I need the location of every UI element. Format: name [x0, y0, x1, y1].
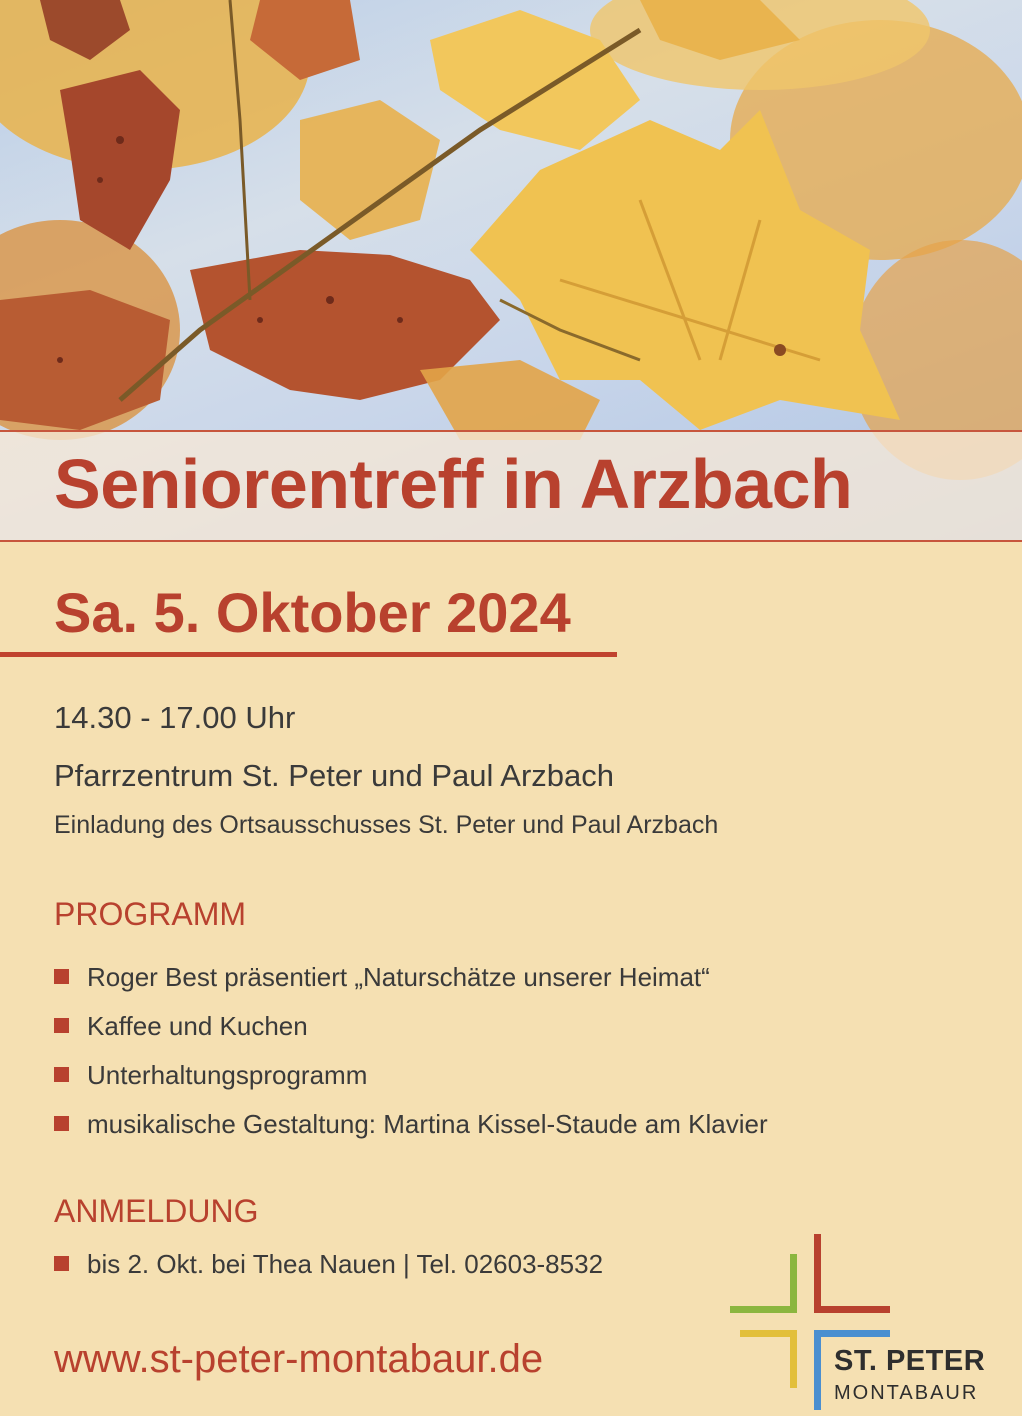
event-time: 14.30 - 17.00 Uhr	[54, 700, 296, 735]
bullet-square-icon	[54, 1067, 69, 1082]
logo-cross-red-horizontal	[814, 1306, 890, 1313]
logo-cross-green-horizontal	[730, 1306, 797, 1313]
event-date: Sa. 5. Oktober 2024	[54, 581, 571, 644]
logo-cross-blue-vertical	[814, 1330, 821, 1410]
bullet-square-icon	[54, 1018, 69, 1033]
website-link[interactable]: www.st-peter-montabaur.de	[54, 1337, 544, 1381]
program-item	[54, 1060, 367, 1091]
bullet-square-icon	[54, 1116, 69, 1131]
program-item-text: musikalische Gestaltung: Martina Kissel-Staude am Klavier	[87, 1109, 768, 1139]
program-item-text: Unterhaltungsprogramm	[87, 1060, 368, 1090]
logo-cross-green-vertical	[790, 1254, 797, 1312]
bullet-square-icon	[54, 969, 69, 984]
logo-cross-yellow-vertical	[790, 1330, 797, 1388]
bullet-square-icon	[54, 1256, 69, 1271]
program-item	[54, 1109, 768, 1140]
program-item	[54, 962, 710, 993]
registration-item	[54, 1249, 603, 1280]
date-underline	[0, 652, 617, 657]
page-title: Seniorentreff in Arzbach	[54, 445, 853, 523]
logo-cross-red-vertical	[814, 1234, 821, 1312]
event-venue: Pfarrzentrum St. Peter und Paul Arzbach	[54, 758, 614, 793]
logo-cross-yellow-horizontal	[740, 1330, 797, 1337]
logo-title: ST. PETER	[834, 1345, 986, 1377]
registration-item-text: bis 2. Okt. bei Thea Nauen | Tel. 02603-8532	[87, 1249, 604, 1279]
event-invitation: Einladung des Ortsausschusses St. Peter und Paul Arzbach	[54, 811, 719, 839]
registration-heading: ANMELDUNG	[54, 1193, 259, 1229]
program-item	[54, 1011, 308, 1042]
logo-subtitle: MONTABAUR	[834, 1382, 979, 1404]
program-item-text: Roger Best präsentiert „Naturschätze unserer Heimat“	[87, 962, 710, 992]
st-peter-logo	[728, 1232, 998, 1412]
logo-cross-blue-horizontal	[814, 1330, 890, 1337]
program-item-text: Kaffee und Kuchen	[87, 1011, 308, 1041]
program-heading: PROGRAMM	[54, 896, 246, 932]
